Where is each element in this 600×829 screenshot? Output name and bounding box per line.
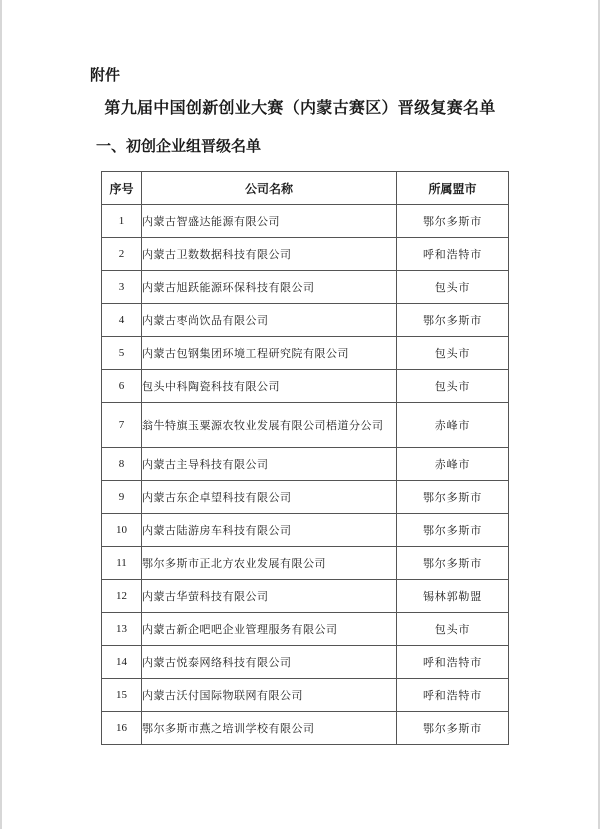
company-name: 内蒙古悦泰网络科技有限公司 bbox=[142, 646, 397, 679]
company-name: 内蒙古卫数数据科技有限公司 bbox=[142, 238, 397, 271]
city-name: 呼和浩特市 bbox=[397, 679, 509, 712]
city-name: 包头市 bbox=[397, 271, 509, 304]
company-name: 内蒙古沃付国际物联网有限公司 bbox=[142, 679, 397, 712]
header-city: 所属盟市 bbox=[397, 172, 509, 205]
row-number: 3 bbox=[102, 271, 142, 304]
header-company: 公司名称 bbox=[142, 172, 397, 205]
table-row bbox=[102, 613, 509, 646]
row-number: 15 bbox=[102, 679, 142, 712]
city-name: 包头市 bbox=[397, 370, 509, 403]
table-row bbox=[102, 271, 509, 304]
table-row bbox=[102, 448, 509, 481]
company-name: 内蒙古主导科技有限公司 bbox=[142, 448, 397, 481]
company-name: 鄂尔多斯市燕之培训学校有限公司 bbox=[142, 712, 397, 745]
company-name: 内蒙古包钢集团环境工程研究院有限公司 bbox=[142, 337, 397, 370]
company-name: 包头中科陶瓷科技有限公司 bbox=[142, 370, 397, 403]
header-number: 序号 bbox=[102, 172, 142, 205]
city-name: 赤峰市 bbox=[397, 403, 509, 448]
company-name: 翁牛特旗玉粟源农牧业发展有限公司梧道分公司 bbox=[142, 403, 397, 448]
row-number: 11 bbox=[102, 547, 142, 580]
city-name: 锡林郭勒盟 bbox=[397, 580, 509, 613]
city-name: 呼和浩特市 bbox=[397, 646, 509, 679]
row-number: 14 bbox=[102, 646, 142, 679]
row-number: 5 bbox=[102, 337, 142, 370]
company-name: 内蒙古旭跃能源环保科技有限公司 bbox=[142, 271, 397, 304]
row-number: 10 bbox=[102, 514, 142, 547]
row-number: 12 bbox=[102, 580, 142, 613]
row-number: 9 bbox=[102, 481, 142, 514]
row-number: 2 bbox=[102, 238, 142, 271]
table-row bbox=[102, 403, 509, 448]
city-name: 包头市 bbox=[397, 337, 509, 370]
company-name: 内蒙古陆游房车科技有限公司 bbox=[142, 514, 397, 547]
row-number: 1 bbox=[102, 205, 142, 238]
row-number: 13 bbox=[102, 613, 142, 646]
company-name: 内蒙古新企吧吧企业管理服务有限公司 bbox=[142, 613, 397, 646]
city-name: 鄂尔多斯市 bbox=[397, 547, 509, 580]
table-row bbox=[102, 547, 509, 580]
table-row bbox=[102, 481, 509, 514]
city-name: 鄂尔多斯市 bbox=[397, 304, 509, 337]
company-name: 内蒙古东企卓望科技有限公司 bbox=[142, 481, 397, 514]
page-title: 第九届中国创新创业大赛（内蒙古赛区）晋级复赛名单 bbox=[104, 98, 496, 117]
table-row bbox=[102, 712, 509, 745]
section-heading: 一、初创企业组晋级名单 bbox=[96, 137, 262, 155]
table-row bbox=[102, 238, 509, 271]
company-name: 内蒙古枣尚饮品有限公司 bbox=[142, 304, 397, 337]
city-name: 鄂尔多斯市 bbox=[397, 712, 509, 745]
table-row bbox=[102, 646, 509, 679]
table-row bbox=[102, 580, 509, 613]
city-name: 鄂尔多斯市 bbox=[397, 514, 509, 547]
row-number: 16 bbox=[102, 712, 142, 745]
city-name: 鄂尔多斯市 bbox=[397, 205, 509, 238]
row-number: 6 bbox=[102, 370, 142, 403]
table-header-row bbox=[102, 172, 509, 205]
row-number: 4 bbox=[102, 304, 142, 337]
city-name: 包头市 bbox=[397, 613, 509, 646]
table-row bbox=[102, 370, 509, 403]
city-name: 呼和浩特市 bbox=[397, 238, 509, 271]
table-row bbox=[102, 679, 509, 712]
table-row bbox=[102, 304, 509, 337]
advancement-table bbox=[101, 171, 509, 745]
company-name: 内蒙古华萤科技有限公司 bbox=[142, 580, 397, 613]
table-row bbox=[102, 337, 509, 370]
table-row bbox=[102, 514, 509, 547]
row-number: 8 bbox=[102, 448, 142, 481]
row-number: 7 bbox=[102, 403, 142, 448]
attachment-label: 附件 bbox=[90, 66, 121, 84]
city-name: 赤峰市 bbox=[397, 448, 509, 481]
city-name: 鄂尔多斯市 bbox=[397, 481, 509, 514]
company-name: 鄂尔多斯市正北方农业发展有限公司 bbox=[142, 547, 397, 580]
company-name: 内蒙古智盛达能源有限公司 bbox=[142, 205, 397, 238]
table-row bbox=[102, 205, 509, 238]
